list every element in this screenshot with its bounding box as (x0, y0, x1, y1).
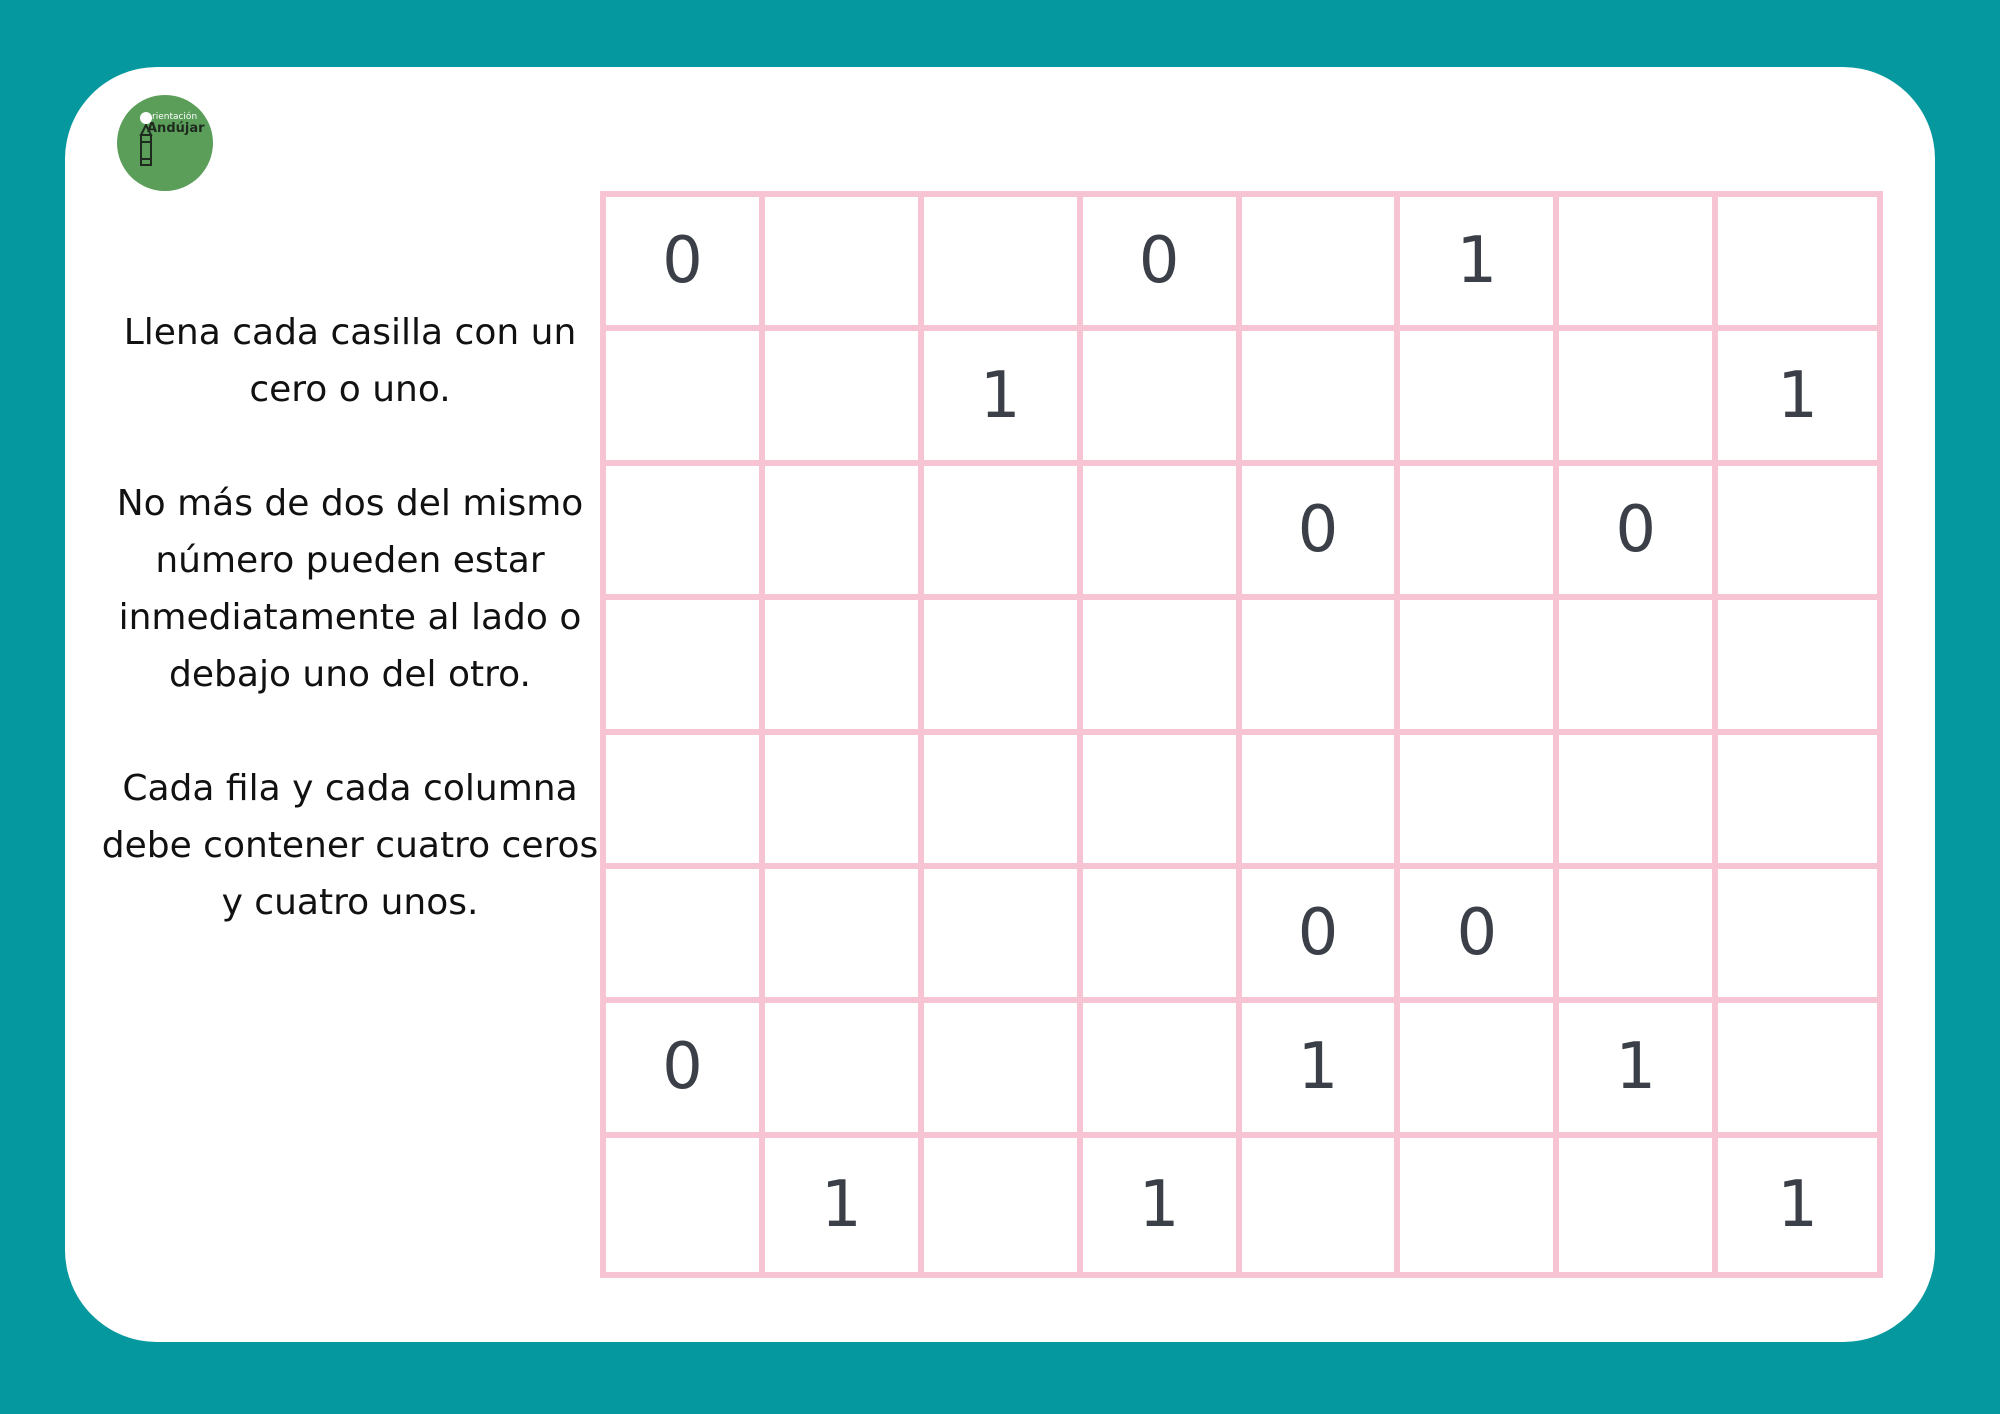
grid-cell[interactable] (924, 869, 1083, 1003)
grid-cell[interactable]: 1 (1242, 1003, 1401, 1137)
instruction-count-rule: Cada fila y cada columna debe contener cuatro ceros y cuatro unos. (101, 768, 599, 923)
grid-cell[interactable]: 0 (1242, 466, 1401, 600)
grid-cell[interactable] (1083, 466, 1242, 600)
grid-cell[interactable]: 1 (765, 1138, 924, 1272)
grid-cell[interactable] (924, 466, 1083, 600)
logo-name: Andújar (147, 121, 205, 136)
grid-cell[interactable]: 1 (924, 331, 1083, 465)
grid-cell[interactable] (1718, 600, 1877, 734)
grid-cell[interactable] (1242, 600, 1401, 734)
grid-cell[interactable] (1242, 197, 1401, 331)
grid-cell[interactable] (765, 331, 924, 465)
grid-cell[interactable] (1718, 466, 1877, 600)
grid-cell[interactable] (1242, 331, 1401, 465)
grid-cell[interactable] (1559, 600, 1718, 734)
grid-cell[interactable] (924, 600, 1083, 734)
orientacion-andujar-logo (117, 95, 213, 191)
grid-cell[interactable] (1559, 1138, 1718, 1272)
grid-cell[interactable] (1083, 869, 1242, 1003)
grid-cell[interactable] (606, 600, 765, 734)
grid-cell[interactable] (765, 600, 924, 734)
grid-cell[interactable] (606, 1138, 765, 1272)
grid-cell[interactable] (924, 197, 1083, 331)
grid-cell[interactable] (1559, 197, 1718, 331)
grid-cell[interactable]: 0 (1083, 197, 1242, 331)
grid-cell[interactable] (1559, 735, 1718, 869)
grid-cell[interactable]: 1 (1083, 1138, 1242, 1272)
grid-cell[interactable] (924, 735, 1083, 869)
grid-cell[interactable]: 0 (1242, 869, 1401, 1003)
grid-cell[interactable] (606, 869, 765, 1003)
grid-cell[interactable]: 1 (1400, 197, 1559, 331)
grid-cell[interactable]: 0 (606, 197, 765, 331)
instruction-adjacency-rule: No más de dos del mismo número pueden estar inmediatamente al lado o debajo uno del otro. (116, 483, 584, 695)
grid-cell[interactable] (1083, 735, 1242, 869)
logo-small-text: rientación (152, 112, 198, 122)
grid-cell[interactable] (606, 331, 765, 465)
grid-cell[interactable] (1083, 331, 1242, 465)
grid-cell[interactable] (1718, 869, 1877, 1003)
pencil-icon (117, 95, 213, 191)
grid-cell[interactable]: 1 (1718, 331, 1877, 465)
grid-cell[interactable] (1083, 1003, 1242, 1137)
grid-cell[interactable] (1400, 1138, 1559, 1272)
grid-cell[interactable] (1400, 466, 1559, 600)
grid-cell[interactable] (1400, 600, 1559, 734)
grid-cell[interactable] (765, 466, 924, 600)
grid-cell[interactable] (1559, 869, 1718, 1003)
grid-cell[interactable]: 0 (1400, 869, 1559, 1003)
grid-cell[interactable] (1718, 197, 1877, 331)
grid-cell[interactable] (924, 1003, 1083, 1137)
grid-cell[interactable] (765, 869, 924, 1003)
grid-cell[interactable] (1718, 735, 1877, 869)
binary-puzzle-grid (600, 191, 1883, 1278)
grid-cell[interactable]: 1 (1777, 1167, 1818, 1242)
grid-cell[interactable] (1242, 735, 1401, 869)
grid-cell[interactable] (1083, 600, 1242, 734)
grid-cell[interactable] (1718, 1003, 1877, 1137)
instruction-fill-cells: Llena cada casilla con un cero o uno. (123, 312, 577, 410)
grid-cell[interactable] (765, 735, 924, 869)
grid-cell[interactable] (765, 197, 924, 331)
grid-cell[interactable] (765, 1003, 924, 1137)
grid-cell[interactable] (1400, 735, 1559, 869)
grid-cell[interactable] (606, 735, 765, 869)
grid-cell[interactable]: 0 (606, 1003, 765, 1137)
instructions (100, 304, 600, 988)
grid-cell[interactable] (924, 1138, 1083, 1272)
grid-cell[interactable]: 0 (1559, 466, 1718, 600)
grid-cell[interactable] (1400, 331, 1559, 465)
grid-cell[interactable] (1559, 331, 1718, 465)
grid-cell[interactable] (1400, 1003, 1559, 1137)
grid-cell[interactable] (606, 466, 765, 600)
grid-cell[interactable]: 1 (1559, 1003, 1718, 1137)
grid-cell[interactable] (1242, 1138, 1401, 1272)
